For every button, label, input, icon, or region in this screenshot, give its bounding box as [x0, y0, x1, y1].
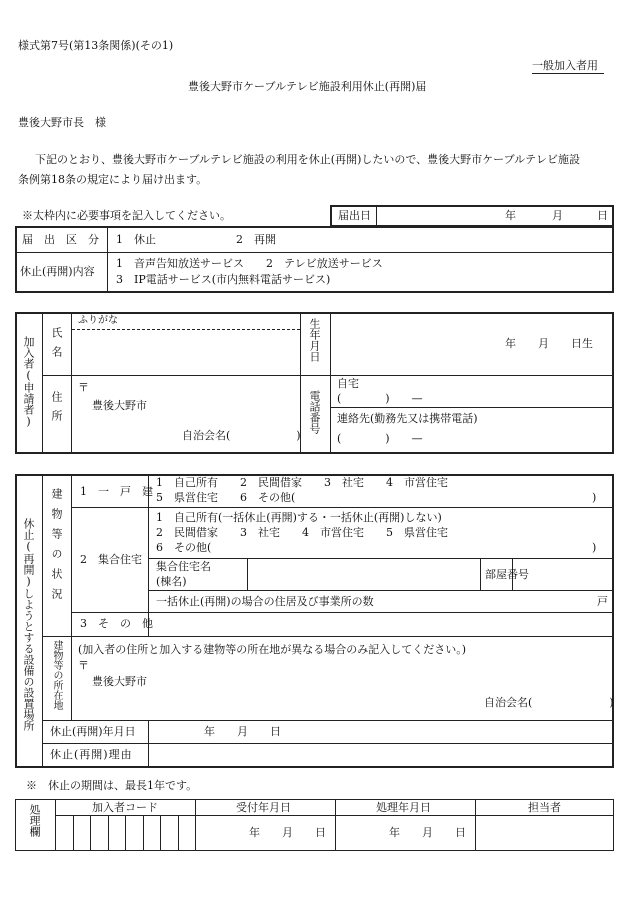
house-options-line2[interactable]: 5 県営住宅 6 その他(: [156, 491, 296, 504]
form-title: 豊後大野市ケーブルテレビ施設利用休止(再開)届: [188, 80, 427, 93]
home-phone-field[interactable]: ( ) —: [337, 392, 423, 405]
applicant-category: 一般加入者用: [532, 59, 598, 72]
complex-name-sublabel: (棟名): [156, 575, 187, 588]
phone-label: 電話番号: [308, 390, 321, 434]
content-options-line1[interactable]: 1 音声告知放送サービス 2 テレビ放送サービス: [116, 257, 383, 270]
date-month: 月: [552, 209, 563, 222]
body-text-line1: 下記のとおり、豊後大野市ケーブルテレビ施設の利用を休止(再開)したいので、豊後大野市ケーブルテレビ施設: [35, 153, 580, 166]
other-building-field[interactable]: [151, 614, 611, 634]
room-number-field[interactable]: [515, 561, 611, 588]
address-label: 住所: [50, 391, 63, 429]
birthdate-suffix: 年 月 日生: [505, 337, 593, 350]
applicant-side-label: 加入者(申請者): [22, 336, 35, 428]
date-day: 日: [597, 209, 608, 222]
house-options-line1[interactable]: 1 自己所有 2 民間借家 3 社宅 4 市営住宅: [156, 476, 448, 489]
location-community-field[interactable]: 自治会名( ): [484, 696, 614, 709]
other-building-label: 3 そ の 他: [80, 617, 153, 630]
body-text-line2: 条例第18条の規定により届け出ます。: [18, 173, 208, 186]
location-note: (加入者の住所と加入する建物等の所在地が異なる場合のみ記入してください。): [78, 643, 467, 656]
house-other-close: ): [592, 491, 597, 504]
multi-options-line1[interactable]: 1 自己所有(一括休止(再開)する・一括休止(再開)しない): [156, 511, 442, 524]
type-option-resume[interactable]: 2 再開: [236, 233, 276, 246]
suspension-reason-label: 休止(再開)理由: [50, 748, 133, 761]
date-year: 年: [505, 209, 516, 222]
contact-phone-field[interactable]: ( ) —: [337, 432, 423, 445]
room-number-label: 部屋番号: [485, 568, 529, 581]
content-label: 休止(再開)内容: [20, 265, 95, 278]
period-note: ※ 休止の期間は、最長1年です。: [26, 779, 198, 792]
community-name-field[interactable]: 自治会名( ): [182, 429, 301, 442]
suspension-date-label: 休止(再開)年月日: [50, 725, 136, 738]
name-label: 氏名: [50, 327, 63, 365]
bulk-count-unit: 戸: [597, 595, 608, 608]
detached-house-label: 1 一 戸 建: [80, 485, 153, 498]
complex-name-label: 集合住宅名: [156, 560, 211, 573]
subscriber-code-label: 加入者コード: [92, 801, 158, 814]
processed-date-label: 処理年月日: [376, 801, 431, 814]
form-number: 様式第7号(第13条関係)(その1): [18, 39, 174, 52]
multi-other-close: ): [592, 541, 597, 554]
furigana-label: ふりがな: [78, 315, 118, 326]
instruction-note: ※太枠内に必要事項を記入してください。: [22, 209, 231, 222]
bulk-count-label: 一括休止(再開)の場合の住居及び事業所の数: [156, 595, 374, 608]
date-box-divider: [376, 206, 377, 226]
multi-options-line3[interactable]: 6 その他(: [156, 541, 212, 554]
location-postal-mark: 〒: [78, 659, 89, 672]
name-field[interactable]: [74, 332, 298, 373]
staff-label: 担当者: [528, 801, 561, 814]
home-phone-label: 自宅: [337, 377, 359, 390]
location-city: 豊後大野市: [92, 675, 147, 688]
complex-name-field[interactable]: [250, 561, 476, 588]
address-city: 豊後大野市: [92, 399, 147, 412]
content-options-line2[interactable]: 3 IP電話サービス(市内無料電話サービス): [116, 273, 331, 286]
submission-date-label: 届出日: [338, 209, 371, 222]
location-label: 建物等の所在地: [51, 640, 62, 710]
received-date-field[interactable]: 年 月 日: [249, 826, 326, 839]
received-date-label: 受付年月日: [236, 801, 291, 814]
processed-date-field[interactable]: 年 月 日: [389, 826, 466, 839]
contact-phone-label: 連絡先(勤務先又は携帯電話): [337, 412, 478, 425]
building-status-label: 建物等の状況: [50, 488, 63, 608]
furigana-divider: [72, 329, 300, 330]
postal-mark: 〒: [78, 381, 89, 394]
suspension-date-field[interactable]: 年 月 日: [204, 725, 281, 738]
office-use-label: 処理欄: [28, 804, 41, 837]
installation-side-label: 休止(再開)しようとする設備の設置場所: [22, 518, 35, 731]
suspension-reason-field[interactable]: [151, 745, 611, 766]
notification-type-label: 届 出 区 分: [22, 233, 99, 246]
addressee: 豊後大野市長 様: [18, 116, 106, 129]
category-underline: [532, 73, 604, 74]
type-option-suspend[interactable]: 1 休止: [116, 233, 156, 246]
birthdate-field[interactable]: [333, 316, 503, 372]
birthdate-label: 生年月日: [308, 318, 321, 362]
multi-dwelling-label: 2 集合住宅: [80, 553, 142, 566]
submission-date-box: [330, 205, 614, 227]
multi-options-line2[interactable]: 2 民間借家 3 社宅 4 市営住宅 5 県営住宅: [156, 526, 448, 539]
